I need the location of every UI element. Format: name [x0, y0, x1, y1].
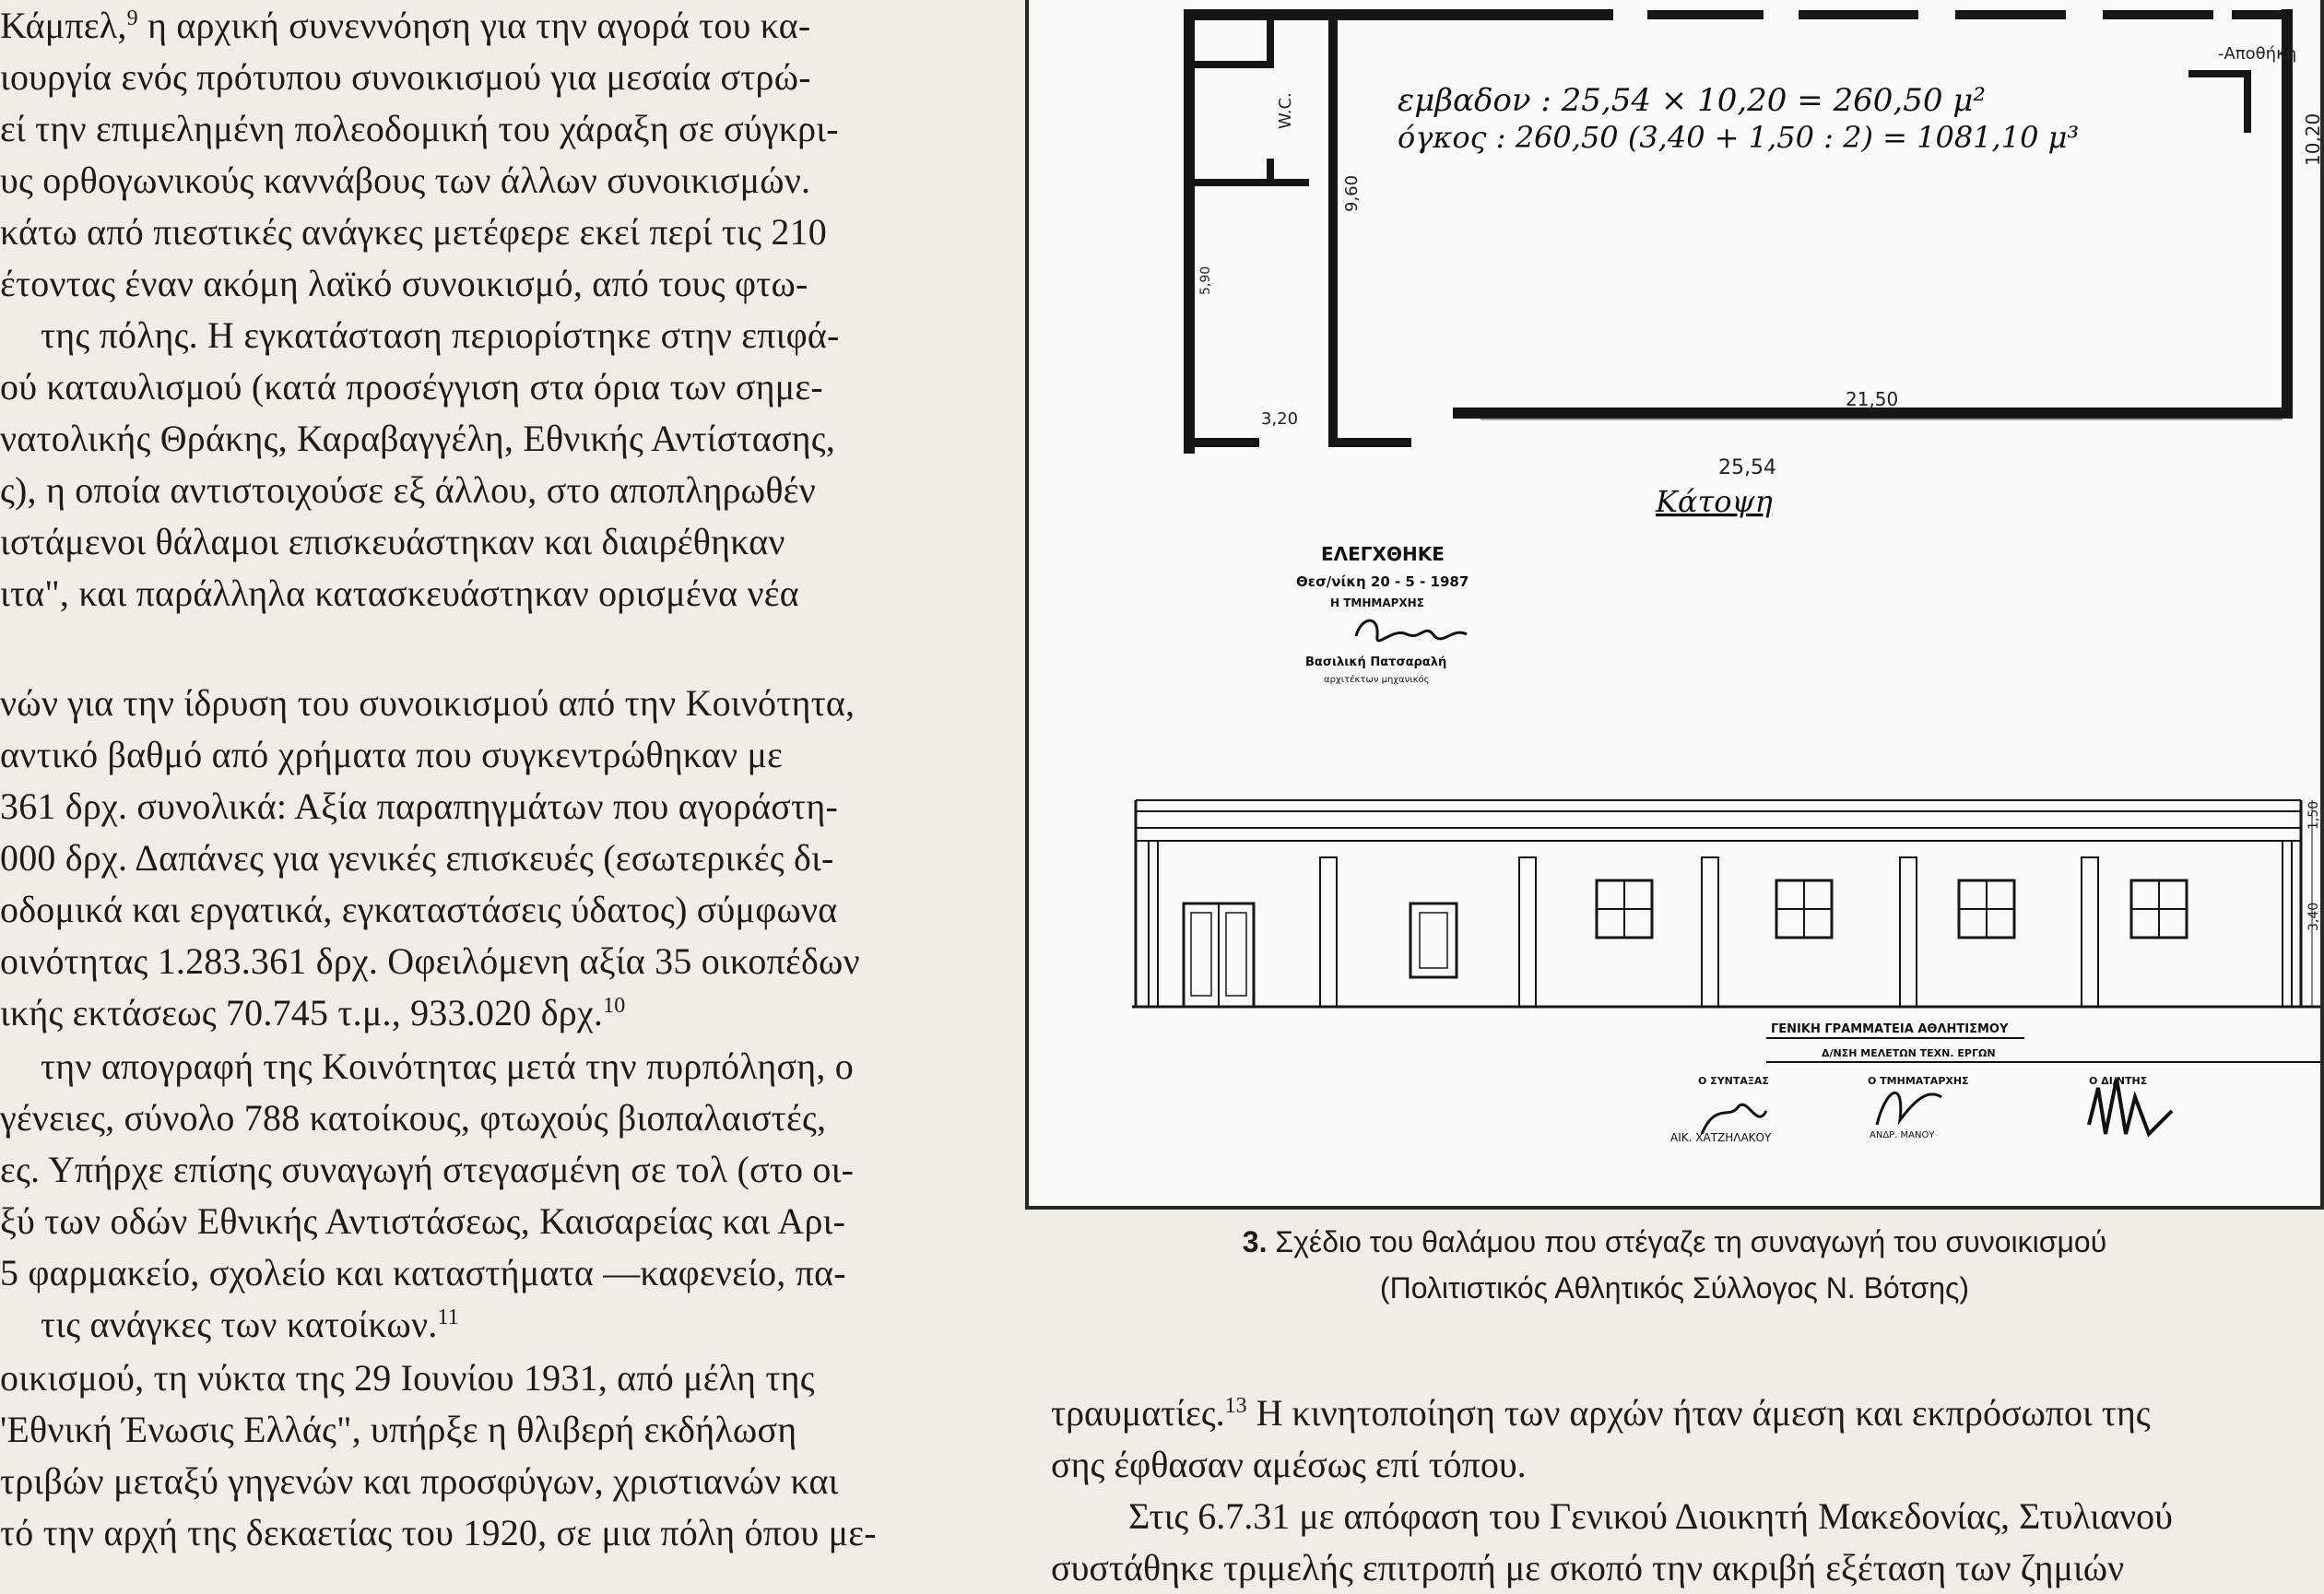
body-line: ικής εκτάσεως 70.745 τ.μ., 933.020 δρχ.$^{10}$	[0, 992, 626, 1033]
body-line: τό την αρχή της δεκαετίας του 1920, σε μια πόλη όπου με-	[0, 1512, 877, 1553]
head-label: Ο ΤΜΗΜΑΤΑΡΧΗΣ	[1868, 1075, 1969, 1087]
left-column-text	[0, 0, 996, 1587]
body-line: γένειες, σύνολο 788 κατοίκους, φτωχούς βιοπαλαιστές,	[0, 1097, 827, 1139]
right-line-3: Στις 6.7.31 με απόφαση του Γενικού Διοικητή Μακεδονίας, Στυλιανού	[1128, 1495, 2173, 1537]
body-line: ς), η οποία αντιστοιχούσε εξ άλλου, στο αποπληρωθέν	[0, 469, 816, 511]
body-line: τις ανάγκες των κατοίκων.$^{11}$	[41, 1304, 459, 1345]
body-line: 000 δρχ. Δαπάνες για γενικές επισκευές (εσωτερικές δι-	[0, 837, 834, 879]
storage-label: -Αποθήκη	[2218, 44, 2297, 64]
body-line: ιουργία ενός πρότυπου συνοικισμού για μεσαία στρώ-	[0, 56, 811, 98]
dim-inner-height: 9,60	[1342, 174, 1362, 212]
caption-number: 3.	[1242, 1225, 1268, 1258]
dim-elevation-side: 3,40	[2306, 902, 2321, 931]
stamp-line1: Θεσ/νίκη 20 - 5 - 1987	[1296, 573, 1469, 590]
plan-drawing	[1029, 0, 2324, 1206]
dim-height-right: 10,20	[2302, 112, 2324, 166]
body-line: εί την επιμελημένη πολεοδομική του χάραξη σε σύγκρι-	[0, 108, 839, 149]
dim-partition: 3,20	[1261, 409, 1299, 429]
caption-line2: (Πολιτιστικός Αθλητικός Σύλλογος Ν. Βότσης)	[1379, 1271, 1970, 1305]
body-line: ιτα", και παράλληλα κατασκευάστηκαν ορισμένα νέα	[0, 573, 799, 614]
dim-total-length: 25,54	[1718, 456, 1776, 479]
body-line: της πόλης. Η εγκατάσταση περιορίστηκε στην επιφά-	[41, 314, 840, 356]
elevation-drawing	[1132, 800, 2320, 1007]
plan-title: Κάτοψη	[1656, 484, 1773, 519]
body-line: νατολικής Θράκης, Καραβαγγέλη, Εθνικής Αντίστασης,	[0, 418, 836, 459]
right-line-4: συστάθηκε τριμελής επιτροπή με σκοπό την ακριβή εξέταση των ζημιών	[1051, 1547, 2125, 1588]
title-block-dept: Δ/ΝΣΗ ΜΕΛΕΤΩΝ ΤΕΧΝ. ΕΡΓΩΝ	[1822, 1047, 1996, 1059]
head-signature	[1877, 1092, 1941, 1125]
caption-line1: Σχέδιο του θαλάμου που στέγαζε τη συναγωγή του συνοικισμού	[1275, 1225, 2107, 1258]
drafter-signature	[1702, 1104, 1766, 1134]
approval-stamp	[1296, 543, 1469, 685]
body-line: 'Εθνική Ένωσις Ελλάς", υπήρξε η θλιβερή εκδήλωση	[0, 1409, 797, 1450]
right-line-1: τραυματίες.$^{13}$ Η κινητοποίηση των αρχών ήταν άμεση και εκπρόσωποι της	[1051, 1392, 2151, 1434]
head-name: ΑΝΔΡ. ΜΑΝΟΥ	[1870, 1130, 1935, 1140]
figure-caption	[1025, 1219, 2324, 1311]
body-line: 361 δρχ. συνολικά: Αξία παραπηγμάτων που αγοράστη-	[0, 785, 838, 827]
area-note: εμβαδον : 25,54 × 10,20 = 260,50 μ²	[1398, 82, 1987, 119]
right-column-text	[1051, 1387, 2324, 1587]
right-line-2: σης έφθασαν αμέσως επί τόπου.	[1051, 1444, 1527, 1485]
title-block-org: ΓΕΝΙΚΗ ΓΡΑΜΜΑΤΕΙΑ ΑΘΛΗΤΙΣΜΟΥ	[1771, 1022, 2009, 1036]
body-line: οικισμού, τη νύκτα της 29 Ιουνίου 1931, από μέλη της	[0, 1357, 815, 1399]
wc-label: W.C.	[1276, 92, 1295, 129]
dim-inner-length: 21,50	[1846, 388, 1899, 410]
body-line: ξύ των οδών Εθνικής Αντιστάσεως, Καισαρείας και Αρι-	[0, 1200, 846, 1242]
stamp-line2: Η ΤΜΗΜΑΡΧΗΣ	[1330, 596, 1424, 609]
body-line: ού καταυλισμού (κατά προσέγγιση στα όρια των σημε-	[0, 366, 823, 407]
drafter-label: Ο ΣΥΝΤΑΞΑΣ	[1698, 1075, 1769, 1087]
title-block	[1670, 1022, 2320, 1144]
body-line: τριβών μεταξύ γηγενών και προσφύγων, χριστιανών και	[0, 1460, 839, 1502]
dim-elevation-top: 1,50	[2306, 800, 2321, 830]
drafter-name: ΑΙΚ. ΧΑΤΖΗΛΑΚΟΥ	[1670, 1131, 1772, 1144]
body-line: οδομικά και εργατικά, εγκαταστάσεις ύδατος) σύμφωνα	[0, 889, 838, 930]
body-line: οινότητας 1.283.361 δρχ. Οφειλόμενη αξία 35 οικοπέδων	[0, 940, 860, 982]
body-line: ιστάμενοι θάλαμοι επισκευάστηκαν και διαιρέθηκαν	[0, 521, 785, 562]
volume-note: όγκος : 260,50 (3,40 + 1,50 : 2) = 1081,10 μ³	[1398, 120, 2080, 155]
body-line: υς ορθογωνικούς καννάβους των άλλων συνοικισμών.	[0, 159, 811, 201]
stamp-name: Βασιλική Πατσαραλή	[1305, 655, 1447, 669]
body-line: αντικό βαθμό από χρήματα που συγκεντρώθηκαν με	[0, 734, 784, 775]
stamp-role: αρχιτέκτων μηχανικός	[1324, 675, 1430, 685]
floor-plan-figure	[1025, 0, 2324, 1210]
stamp-title: ΕΛΕΓΧΘΗΚΕ	[1321, 543, 1445, 565]
body-line: έτοντας έναν ακόμη λαϊκό συνοικισμό, από τους φτω-	[0, 263, 808, 304]
body-line: ες. Υπήρχε επίσης συναγωγή στεγασμένη σε τολ (στο οι-	[0, 1149, 855, 1190]
dim-left-height: 5,90	[1198, 266, 1213, 295]
body-line: κάτω από πιεστικές ανάγκες μετέφερε εκεί περί τις 210	[0, 211, 827, 253]
body-line: Κάμπελ,$^9$ η αρχική συνεννόηση για την αγορά του κα-	[0, 5, 811, 46]
director-label: Ο ΔΙ/ΝΤΗΣ	[2089, 1075, 2148, 1087]
body-line: νών για την ίδρυση του συνοικισμού από την Κοινότητα,	[0, 682, 855, 724]
director-signature	[2089, 1079, 2172, 1134]
stamp-signature	[1356, 620, 1467, 641]
plan-walls	[1189, 15, 2287, 448]
body-line: 5 φαρμακείο, σχολείο και καταστήματα —καφενείο, πα-	[0, 1252, 846, 1293]
body-line: την απογραφή της Κοινότητας μετά την πυρπόληση, ο	[41, 1045, 855, 1087]
